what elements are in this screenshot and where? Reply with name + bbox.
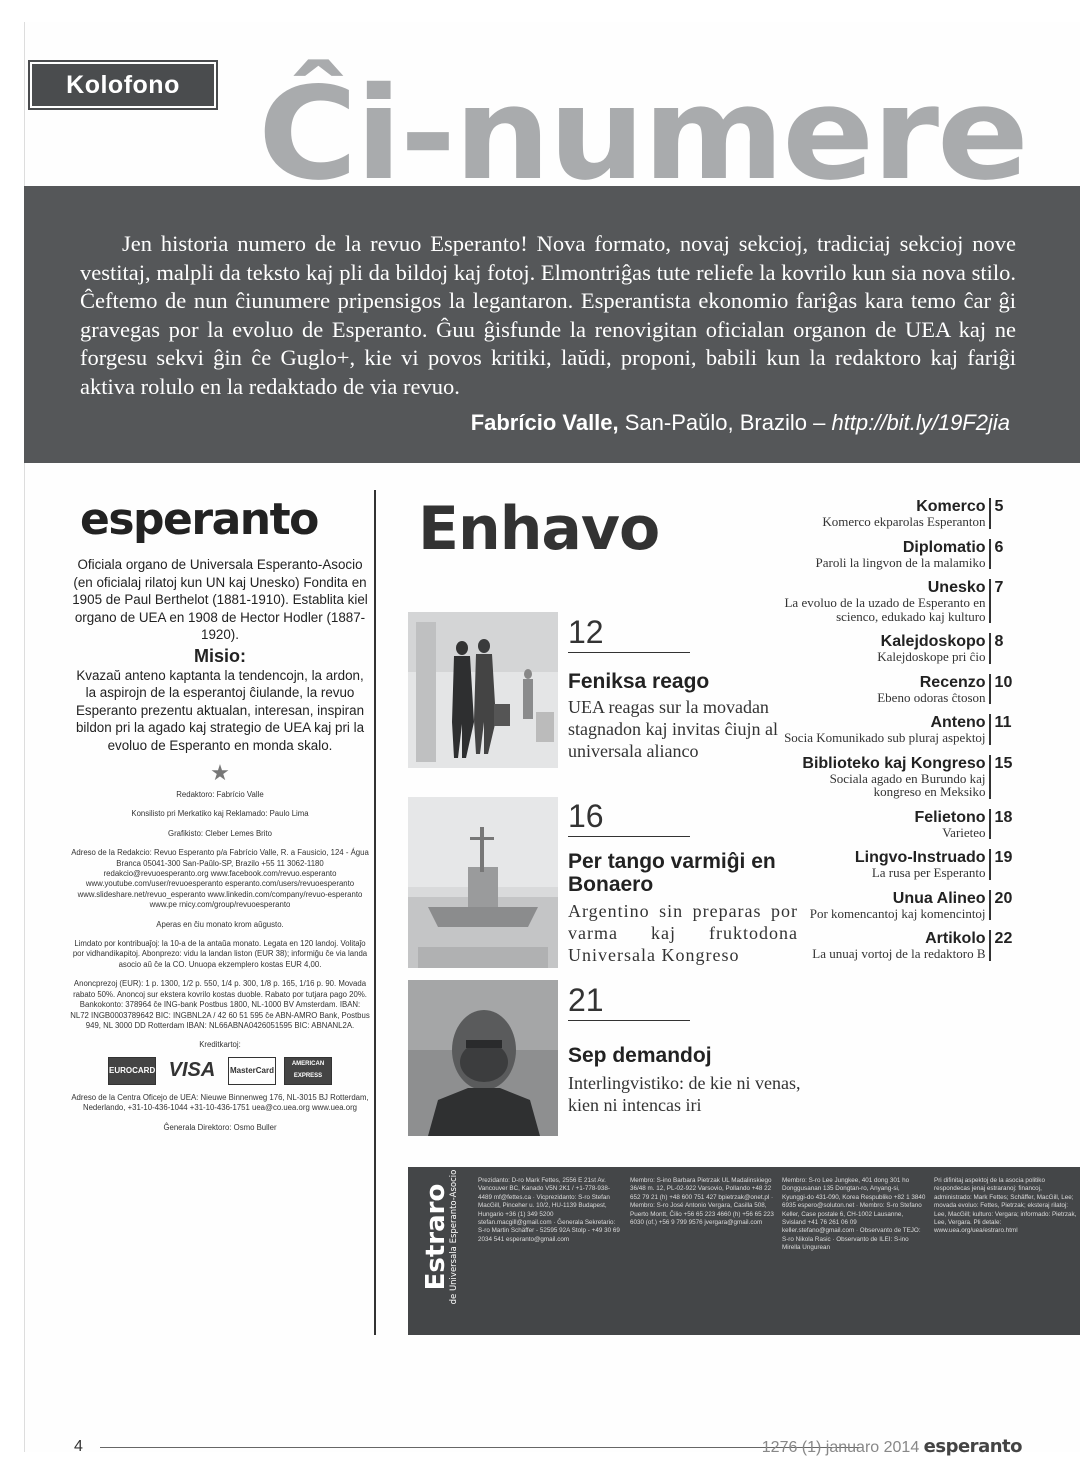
toc-item-text <box>780 930 991 961</box>
toc-item-page: 11 <box>994 714 1012 731</box>
signature-place: San-Paŭlo, Brazilo – <box>624 410 826 435</box>
toc-item-description: La unuaj vortoj de la redaktoro B <box>812 946 986 961</box>
feature-description: Interlingvistiko: de kie ni venas, kien ni intencas iri <box>568 1073 801 1115</box>
toc-item-title: Unesko <box>927 579 986 596</box>
toc-item-text <box>780 809 991 840</box>
toc-item-description: Kalejdoskope pri ĉio <box>877 649 986 664</box>
deadlines-text: Limdato por kontribuaĵoj: la 10-a de la antaŭa monato. Legata en 120 landoj. Volitaĵo por vidhandikapitoj. Abonprezo: vidu la landan liston (EUR 38); informiĝu ĉe via landa asocio aŭ ĉe la CO. Unuopa ekzemplero kostas EUR 4,00. <box>72 939 368 969</box>
toc-item-page: 18 <box>994 808 1013 826</box>
toc-item-page: 6 <box>994 538 1004 556</box>
estraro-col: Membro: S-ino Barbara Pietrzak UL Madalinskiego 36/48 m. 12, PL-02-922 Varsovio, Pollando +48 22 652 79 21 (h) +48 600 751 427 bpietrzak@onet.pl · Membro: S-ro José Antonio Vergara, Casilla 508, Puerto Montt, Ĉilio +56 65 223 4660 (h) +56 65 223 6030 (of.) +56 9 799 9576 jvergara@gmail.com <box>630 1177 774 1227</box>
mission-text: Kvazaŭ anteno kaptanta la tendencojn, la ardon, la aspirojn de la esperantoj ĉiulande, la revuo Esperanto prezentu aktualan, interesan, inspiran bildon pri la agado kaj strategio de UEA kaj pri la evoluo de Esperanto en monda skalo. <box>75 667 365 753</box>
toc-item[interactable] <box>780 633 1020 664</box>
editorial-address: Adreso de la Redakcio: Revuo Esperanto p/a Fabrício Valle, R. a Fausicio, 124 - Água Branca 05041-300 San-Paŭlo-SP, Brazilo +55 11 3062-1180 redakcio@revuoesperanto.org www.facebook.com/revuo.esperanto www.youtube.com/user/revuoesperanto esperanto.com/users/revuoesperanto www.slideshare.net/revuo_esperanto www.linkedin.com/company/revuo-esperanto www.pe rnicy.com/group/revuoesperanto <box>71 848 369 910</box>
toc-item[interactable] <box>780 930 1020 961</box>
feature-page-number: 21 <box>568 980 690 1021</box>
toc-item-description: La rusa per Esperanto <box>871 865 986 880</box>
footer-logo: esperanto <box>923 1436 1022 1457</box>
table-of-contents <box>780 498 1020 971</box>
toc-item[interactable] <box>780 809 1020 840</box>
feature-item[interactable] <box>408 612 808 772</box>
toc-item-title: Felietono <box>914 808 986 826</box>
estraro-box <box>408 1167 1080 1335</box>
masthead-logo: esperanto <box>80 494 318 545</box>
toc-item-text <box>780 674 991 705</box>
feature-item[interactable] <box>408 980 808 1135</box>
toc-item[interactable] <box>780 714 1020 745</box>
estraro-col: Pri difinitaj aspektoj de la asocia politiko respondecas jenaj estraranoj: financoj, administrado: Mark Fettes; Schäffer, MacGill, Lee; movada evoluo: Fettes, Pietrzak; eksteraj rilatoj: Lee, MacGill; kulturo: Vergara; informado: Pietrzak, Lee, Vergara. Pli detale: www.uea.org/uea/estraro.html <box>934 1177 1077 1235</box>
footer-page-number: 4 <box>74 1438 83 1455</box>
estraro-subtitle: de Universala Esperanto-Asocio <box>449 1169 459 1305</box>
toc-item[interactable] <box>780 674 1020 705</box>
toc-item-title: Diplomatio <box>902 538 986 556</box>
toc-item[interactable] <box>780 890 1020 921</box>
toc-item-description: Sociala agado en Burundo kaj kongreso en Meksiko <box>829 770 986 799</box>
toc-item[interactable] <box>780 539 1020 570</box>
toc-item-description: Paroli la lingvon de la malamiko <box>815 554 986 570</box>
estraro-title: Estraro <box>421 1183 451 1291</box>
estraro-columns <box>478 1177 1078 1253</box>
masthead-column <box>70 556 370 1142</box>
co-address: Adreso de la Centra Oficejo de UEA: Nieuwe Binnenweg 176, NL-3015 BJ Rotterdam, Nederlando, +31-10-436-1044 +31-10-436-1751 uea@co.uea.org www.uea.org <box>71 1092 369 1113</box>
feature-photo-portrait <box>408 980 558 1136</box>
toc-item[interactable] <box>780 755 1020 799</box>
graphic-line: Grafikisto: Cleber Lemes Brito <box>168 828 272 838</box>
marketing-line: Konsilisto pri Merkatiko kaj Reklamado: Paulo Lima <box>131 809 309 819</box>
toc-item-description: La evoluo de la uzado de Esperanto en scienco, edukado kaj kulturo <box>784 595 986 624</box>
toc-item[interactable] <box>780 849 1020 880</box>
toc-item-text <box>780 890 991 921</box>
toc-item-page: 22 <box>994 930 1013 947</box>
mastercard-logo: MasterCard <box>228 1057 276 1085</box>
mission-title: Misio: <box>194 645 246 666</box>
star-icon: ★ <box>210 760 230 785</box>
toc-item-text <box>780 498 991 529</box>
section-tag: Kolofono <box>30 62 216 108</box>
toc-item-page: 20 <box>994 889 1013 907</box>
ads-text: Anoncprezoj (EUR): 1 p. 1300, 1/2 p. 550, 1/4 p. 300, 1/8 p. 165, 1/16 p. 90. Movada rabato 50%. Anoncoj sur ekstera kovrilo kostas duoble. Rabato por tutjara pago 20%. Bankokonto: 378964 ĉe ING-bank Postbus 1800, NL-1000 BV Amsterdam. IBAN: NL72 INGB0003789642 BIC: INGBNL2A / 42 60 51 595 ĉe ABN-AMRO Bank, Postbus 949, NL 3000 DD Rotterdam IBAN: NL66ABNA0426051595 BIC: ABNANL2A. <box>70 979 370 1030</box>
toc-item-title: Lingvo-Instruado <box>854 849 986 866</box>
masthead-about: Oficiala organo de Universala Esperanto-Asocio (en oficialaj rilatoj kun UN kaj Unesko) Fondita en 1905 de Paul Berthelot (1881-1910). Establita kiel organo de UEA en 1908 de Hector Hodler (1887-1920). <box>72 557 368 642</box>
estraro-col: Membro: S-ro Lee Jungkee, 401 dong 301 ho Donggusanan 135 Dongtan-ro, Anyang-si, Kyunggi-do 431-090, Korea Respubliko +82 1 3840 6935 espero@soluton.net · Membro: S-ro Stefano Keller, Case postale 6, CH-1002 Lausanne, Svisland +41 76 261 06 09 keller.stefano@gmail.com · Observanto de TEJO: S-ro Nikola Rasic · Observanto de ILEI: S-ino Mirella Ungurean <box>782 1177 926 1252</box>
feature-page-number: 12 <box>568 612 690 653</box>
toc-item-page: 7 <box>994 579 1004 596</box>
column-divider <box>374 490 376 1335</box>
toc-item-description: Socia Komunikado sub pluraj aspektoj <box>784 730 986 745</box>
toc-item-page: 10 <box>994 673 1013 691</box>
intro-text: Jen historia numero de la revuo Esperanto! Nova formato, novaj sekcioj, tradiciaj sekcioj nove vestitaj, malpli da teksto kaj pli da bildoj kaj fotoj. Elmontriĝas tute reliefe la kovrilo kun sia nova stilo. Ĉeftemo de nun ĉiunumere pripensigos la legantaron. Esperantista ekonomio fariĝas kara temo ĉar ĝi gravegas por la evoluo de Esperanto. Ĝuu ĝisfunde la renovigitan oficialan organon de UEA kaj ne forgesu sekvi ĝin ĉe Guglo+, kie vi povos kritiki, laŭdi, proponi, babili kun la redaktoro kaj fariĝi aktiva rolulo en la redaktado de via revuo. <box>80 231 1016 399</box>
toc-item-description: Komerco ekparolas Esperanton <box>822 514 986 529</box>
signature-name: Fabrício Valle, <box>470 410 619 435</box>
toc-item-title: Kalejdoskopo <box>880 633 986 650</box>
masthead-credits <box>70 790 370 1133</box>
feature-photo-walkers <box>408 612 558 768</box>
feature-photo-ship <box>408 796 558 968</box>
footer-rule <box>100 1447 860 1448</box>
feature-item[interactable] <box>408 796 808 966</box>
estraro-label <box>423 1152 459 1322</box>
footer-issue <box>762 1436 1022 1457</box>
toc-item-page: 8 <box>994 633 1004 650</box>
editor-line: Redaktoro: Fabrício Valle <box>176 790 264 799</box>
visa-logo: VISA <box>168 1058 216 1081</box>
toc-item-text <box>780 755 991 799</box>
feature-title: Feniksa reago <box>568 670 710 693</box>
eurocard-logo: EUROCARD <box>108 1057 156 1085</box>
toc-item-page: 5 <box>994 498 1004 515</box>
toc-item-text <box>780 849 991 880</box>
toc-item-description: Varieteo <box>942 824 986 840</box>
toc-item-text <box>780 579 991 623</box>
toc-item-title: Komerco <box>916 498 986 515</box>
feature-description: UEA reagas sur la movadan stagnadon kaj invitas ĉiujn al universala alianco <box>568 697 778 761</box>
toc-item-title: Recenzo <box>919 673 986 691</box>
toc-item-title: Artikolo <box>925 930 986 947</box>
frequency-line: Aperas en ĉiu monato krom aŭgusto. <box>156 919 284 929</box>
cards-label: Kreditkartoj: <box>199 1040 241 1050</box>
toc-item-text <box>780 539 991 570</box>
estraro-col: Prezidanto: D-ro Mark Fettes, 2556 E 21st Av. Vancouver BC, Kanado V5N 2K1 / +1-778-938-4489 mf@fettes.ca · Vicprezidanto: S-ro Stefan MacGill, Pinceher u. 10/2, HU-1139 Budapest, Hungario +36 (1) 349 5200 stefan.macgill@gmail.com · Ĝenerala Sekretario: S-ro Martin Schäffer - 52595 92A Stolp - +49 30 69 2034 541 esperanto@gmail.com <box>478 1177 620 1243</box>
toc-item-page: 19 <box>994 849 1013 866</box>
toc-item-text <box>780 633 991 664</box>
contents-title: Enhavo <box>418 494 660 564</box>
toc-item-text <box>780 714 991 745</box>
toc-item[interactable] <box>780 579 1020 623</box>
footer-issue-text: 1276 (1) januaro 2014 <box>761 1439 920 1456</box>
toc-item-description: Por komencantoj kaj komencintoj <box>809 905 986 921</box>
credit-cards <box>70 1057 370 1085</box>
feature-title: Per tango varmiĝi en Bonaero <box>568 850 776 896</box>
feature-title: Sep demandoj <box>568 1044 712 1067</box>
signature-link[interactable]: http://bit.ly/19F2jia <box>831 410 1010 435</box>
toc-item[interactable] <box>780 498 1020 529</box>
toc-item-title: Unua Alineo <box>892 889 986 907</box>
toc-item-page: 15 <box>994 754 1013 772</box>
amex-logo: AMERICAN EXPRESS <box>284 1057 332 1085</box>
feature-description: Argentino sin preparas por varma kaj fruktodona Universala Kongreso <box>568 901 798 965</box>
toc-item-title: Biblioteko kaj Kongreso <box>802 754 986 772</box>
director-line: Ĝenerala Direktoro: Osmo Buller <box>163 1122 277 1132</box>
toc-item-description: Ebeno odoras ĉtoson <box>877 689 986 705</box>
page-title: Ĉi-numere <box>258 60 1027 209</box>
toc-item-title: Anteno <box>930 714 986 731</box>
feature-page-number: 16 <box>568 796 690 837</box>
intro-signature <box>471 410 1010 436</box>
